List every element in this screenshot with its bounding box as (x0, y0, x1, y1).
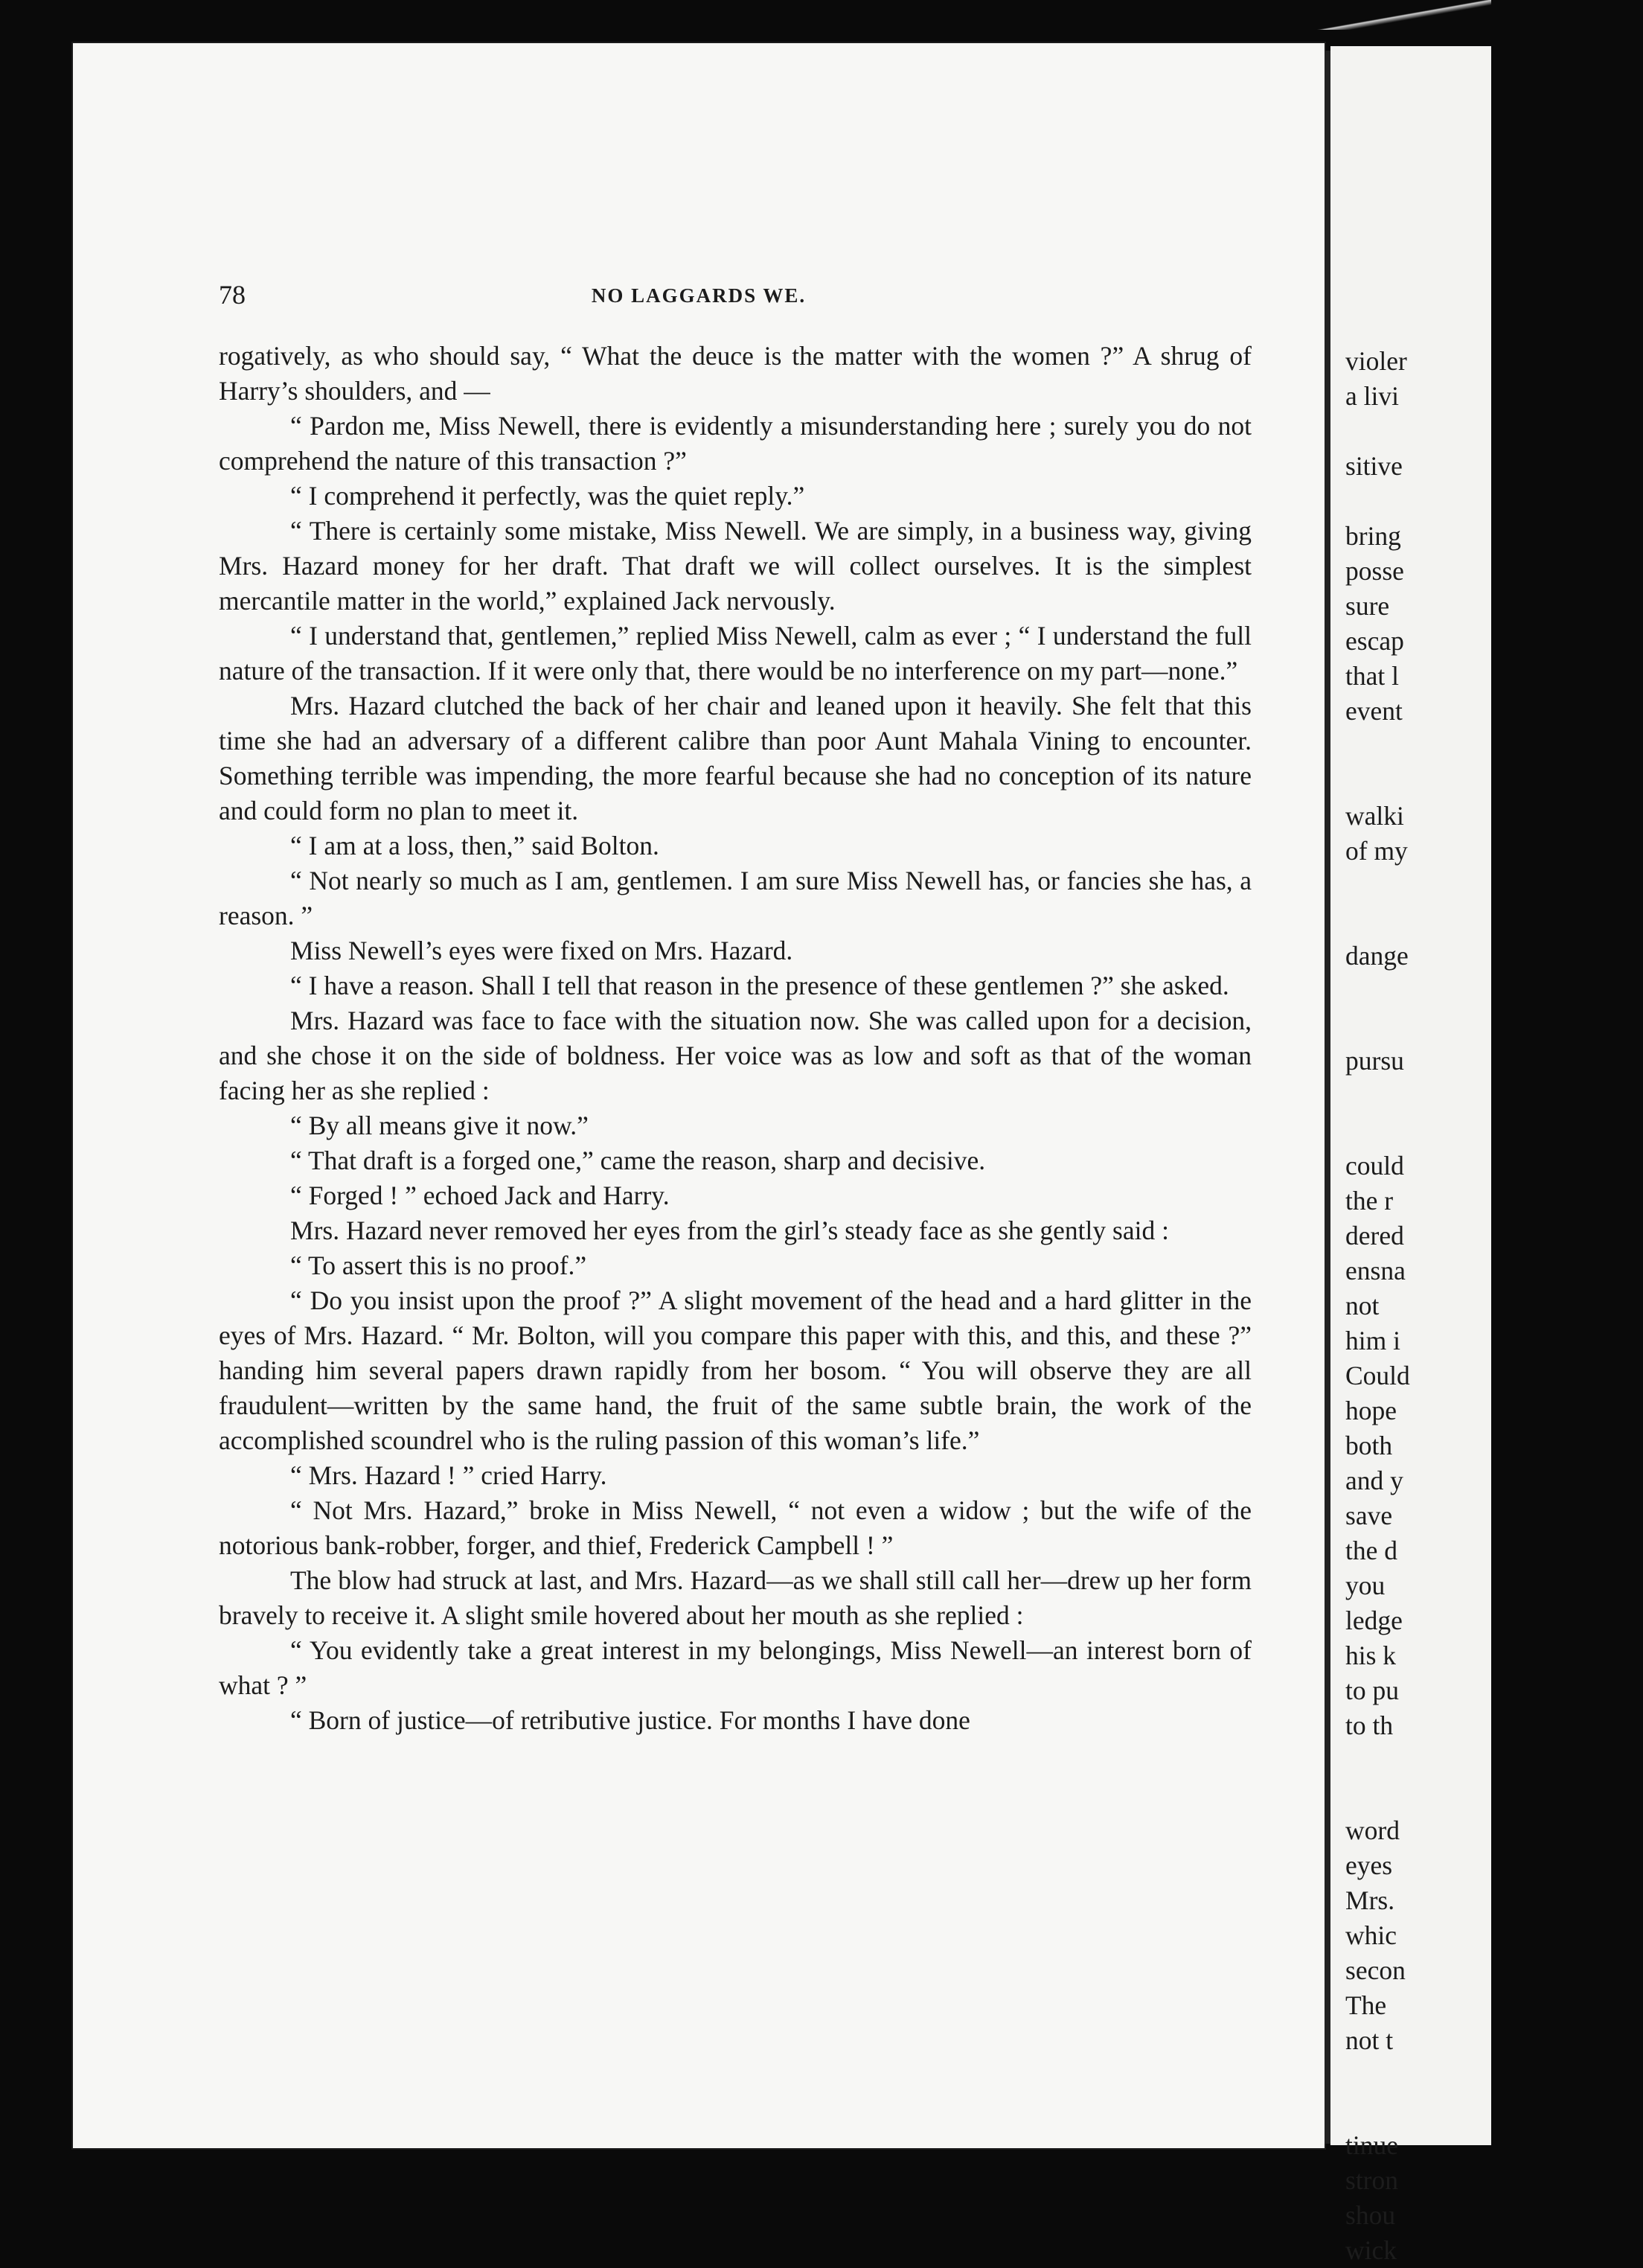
running-head (73, 280, 1325, 310)
facing-line-fragment: dange (1345, 941, 1409, 971)
paragraph: “ To assert this is no proof.” (290, 1250, 587, 1280)
paragraph-gap (1345, 2058, 1643, 2128)
paragraph-gap (1345, 1079, 1643, 1149)
facing-line-fragment: violer (1345, 346, 1407, 376)
paragraph: “ Do you insist upon the proof ?” A slight movement of the head and a hard glitter in the eyes of Mrs. Hazard. “ Mr. Bolton, will you compare this paper with this, and this, and these ?” handing him several papers drawn rapidly from her bosom. “ You will observe they are all fraudulent—written by the same hand, the fruit of the same subtle brain, the work of the accomplished scoundrel who is the ruling passion of this woman’s life.” (219, 1285, 1252, 1455)
facing-line-fragment: pursu (1345, 1046, 1404, 1076)
facing-line-fragment: Mrs. (1345, 1885, 1395, 1915)
facing-line-fragment: not t (1345, 2025, 1394, 2055)
page-number: 78 (219, 280, 246, 310)
paragraph: “ I understand that, gentlemen,” replied Miss Newell, calm as ever ; “ I understand the full nature of the transaction. If it were only that, there would be no interference on my part—none.” (219, 621, 1252, 686)
paragraph: “ That draft is a forged one,” came the reason, sharp and decisive. (290, 1146, 986, 1175)
facing-line-fragment: that l (1345, 661, 1399, 691)
running-title: NO LAGGARDS WE. (591, 284, 807, 307)
facing-line-fragment: to pu (1345, 1676, 1399, 1705)
facing-line-fragment: of my (1345, 836, 1408, 866)
paragraph: “ I comprehend it perfectly, was the quiet reply.” (290, 481, 805, 511)
facing-line-fragment: could (1345, 1151, 1404, 1181)
facing-line-fragment: sitive (1345, 451, 1403, 481)
paragraph: “ Not nearly so much as I am, gentlemen. I am sure Miss Newell has, or fancies she has, a reason. ” (219, 866, 1252, 930)
facing-line-fragment: The (1345, 1990, 1387, 2020)
facing-line-fragment: shou (1345, 2200, 1396, 2230)
facing-line-fragment: you (1345, 1571, 1386, 1600)
paragraph: “ Forged ! ” echoed Jack and Harry. (290, 1181, 670, 1210)
facing-line-fragment: hope (1345, 1396, 1397, 1425)
paragraph: “ There is certainly some mistake, Miss Newell. We are simply, in a business way, giving Mrs. Hazard money for her draft. That draft we will collect ourselves. It is the simplest mercantile matter in the world,” explained Jack nervously. (219, 516, 1252, 616)
paragraph: “ Mrs. Hazard ! ” cried Harry. (290, 1460, 607, 1490)
facing-line-fragment: tinue (1345, 2130, 1398, 2160)
facing-line-fragment: to th (1345, 1710, 1394, 1740)
facing-line-fragment: and y (1345, 1466, 1403, 1495)
paragraph-gap (1345, 869, 1643, 939)
scan-edge-artifact (1310, 0, 1491, 30)
facing-line-fragment (1345, 414, 1643, 449)
facing-line-fragment: ledge (1345, 1606, 1403, 1635)
facing-line-fragment: save (1345, 1501, 1393, 1530)
facing-line-fragment: dered (1345, 1221, 1404, 1250)
facing-line-fragment: stron (1345, 2165, 1398, 2195)
paragraph: rogatively, as who should say, “ What the deuce is the matter with the women ?” A shrug of Harry’s shoulders, and — (219, 341, 1252, 406)
facing-line-fragment: not (1345, 1291, 1380, 1320)
paragraph-gap (1345, 1743, 1643, 1813)
facing-line-fragment: word (1345, 1815, 1400, 1845)
paragraph: “ You evidently take a great interest in my belongings, Miss Newell—an interest born of what ? ” (219, 1635, 1252, 1700)
facing-line-fragment: eyes (1345, 1850, 1393, 1880)
paragraph: “ Not Mrs. Hazard,” broke in Miss Newell, “ not even a widow ; but the wife of the notorious bank-robber, forger, and thief, Frederick Campbell ! ” (219, 1495, 1252, 1560)
facing-line-fragment: bring (1345, 521, 1401, 551)
facing-line-fragment: posse (1345, 556, 1404, 586)
paragraph: “ By all means give it now.” (290, 1111, 589, 1140)
paragraph: Mrs. Hazard was face to face with the situation now. She was called upon for a decision, and she chose it on the side of boldness. Her voice was as low and soft as that of the woman facing her as she replied : (219, 1006, 1252, 1105)
page-body-text (219, 339, 1252, 1738)
facing-line-fragment: both (1345, 1431, 1393, 1460)
facing-line-fragment: walki (1345, 801, 1404, 831)
paragraph: The blow had struck at last, and Mrs. Hazard—as we shall still call her—drew up her form bravely to receive it. A slight smile hovered about her mouth as she replied : (219, 1565, 1252, 1630)
paragraph: Mrs. Hazard clutched the back of her chair and leaned upon it heavily. She felt that this time she had an adversary of a different calibre than poor Aunt Mahala Vining to encounter. Something terrible was impending, the more fearful because she had no conception of its nature and could form no plan to meet it. (219, 691, 1252, 825)
facing-page-text (1345, 344, 1643, 2268)
paragraph-gap (1345, 974, 1643, 1044)
facing-line-fragment: ensna (1345, 1256, 1406, 1285)
facing-line-fragment: the d (1345, 1536, 1397, 1565)
facing-line-fragment (1345, 484, 1643, 519)
facing-line-fragment: Could (1345, 1361, 1410, 1390)
book-page (73, 43, 1325, 2148)
facing-line-fragment: whic (1345, 1920, 1397, 1950)
facing-line-fragment: the r (1345, 1186, 1394, 1216)
paragraph: “ Pardon me, Miss Newell, there is evidently a misunderstanding here ; surely you do not comprehend the nature of this transaction ?” (219, 411, 1252, 476)
book-gutter (1325, 51, 1330, 2144)
facing-line-fragment: sure (1345, 591, 1390, 621)
facing-line-fragment: event (1345, 696, 1403, 726)
facing-line-fragment: wick (1345, 2235, 1397, 2265)
facing-page (1330, 46, 1491, 2265)
paragraph: “ I have a reason. Shall I tell that reason in the presence of these gentlemen ?” she asked. (290, 971, 1229, 1000)
facing-line-fragment: secon (1345, 1955, 1406, 1985)
paragraph: Miss Newell’s eyes were fixed on Mrs. Hazard. (290, 936, 793, 965)
facing-line-fragment: a livi (1345, 381, 1399, 411)
facing-line-fragment: him i (1345, 1326, 1400, 1355)
paragraph-gap (1345, 729, 1643, 799)
paragraph: “ I am at a loss, then,” said Bolton. (290, 831, 659, 860)
paragraph: Mrs. Hazard never removed her eyes from the girl’s steady face as she gently said : (290, 1216, 1169, 1245)
facing-line-fragment: his k (1345, 1641, 1397, 1670)
paragraph: “ Born of justice—of retributive justice. For months I have done (290, 1705, 970, 1735)
facing-line-fragment: escap (1345, 626, 1404, 656)
